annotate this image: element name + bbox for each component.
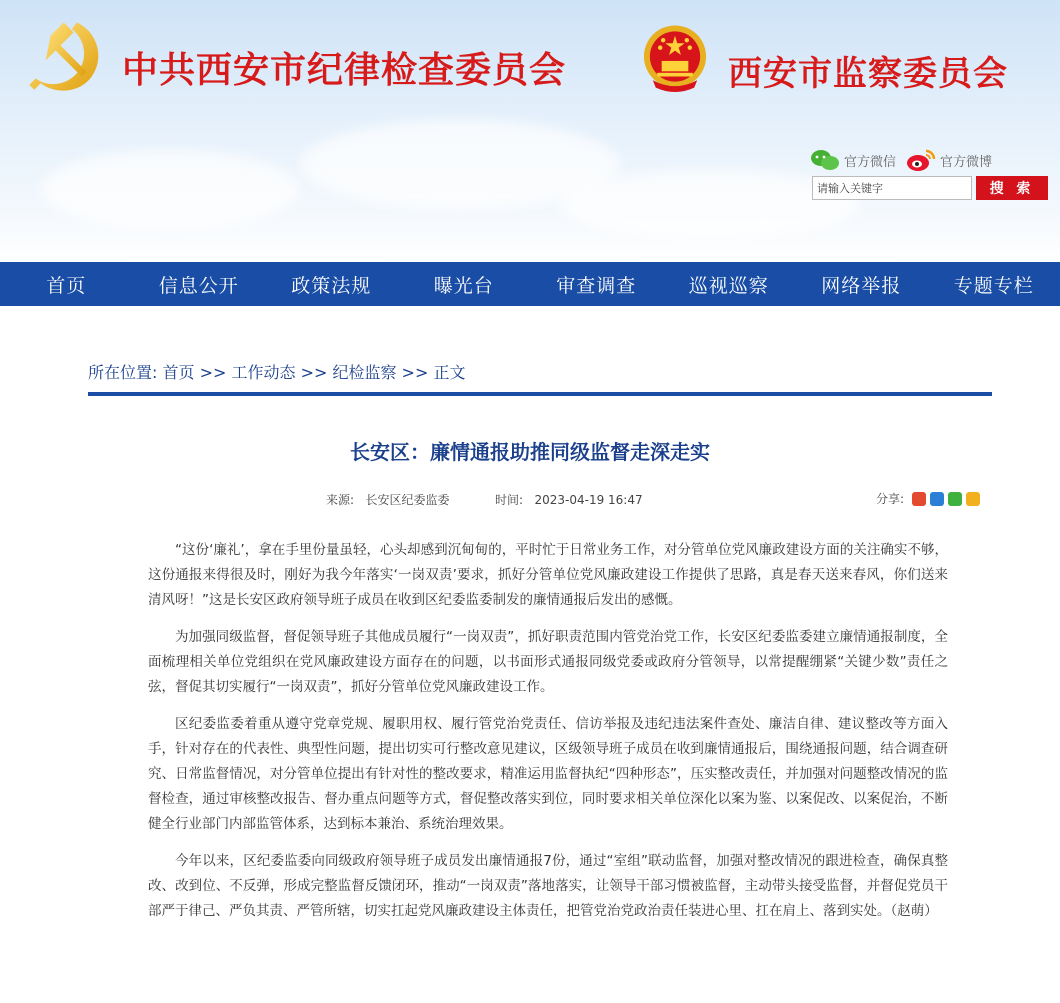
nav-item-policies[interactable]: 政策法规 [291, 274, 372, 297]
article-title: 长安区：廉情通报助推同级监督走深走实 [350, 440, 710, 464]
main-nav [0, 262, 1060, 306]
site-header [0, 0, 1060, 262]
breadcrumb-divider [88, 392, 992, 396]
share-bar [876, 490, 980, 507]
org-title-right: 西安市监察委员会 [728, 54, 1008, 94]
org-title-left: 中共西安市纪律检查委员会 [122, 50, 567, 91]
share-wechat-icon[interactable] [948, 492, 962, 506]
article-source: 来源: 长安区纪委监委 [326, 493, 450, 507]
party-emblem-icon [26, 16, 108, 98]
nav-item-home[interactable]: 首页 [46, 274, 87, 297]
article-body [148, 538, 948, 936]
nav-item-investigation[interactable]: 审查调查 [556, 274, 637, 297]
article-paragraph: 区纪委监委着重从遵守党章党规、履职用权、履行管党治党责任、信访举报及违纪违法案件查处、廉洁自律、建议整改等方面入手，针对存在的代表性、典型性问题，提出切实可行整改意见建议，区级领导班子成员在收到廉情通报后，围绕通报问题，结合调查研究、日常监督情况，对分管单位提出有针对性的整改要求，精准运用监督执纪“四种形态”，压实整改责任，并加强对问题整改情况的监督检查，通过审核整改报告、督办重点问题等方式，督促整改落实到位，同时要求相关单位深化以案为鉴、以案促改、以案促治，不断健全行业部门内部监管体系，达到标本兼治、系统治理效果。 [148, 716, 948, 832]
share-qq-icon[interactable] [930, 492, 944, 506]
article-paragraph: 为加强同级监督，督促领导班子其他成员履行“一岗双责”，抓好职责范围内管党治党工作，长安区纪委监委建立廉情通报制度，全面梳理相关单位党组织在党风廉政建设方面存在的问题，以书面形式通报同级党委或政府分管领导，以常提醒绷紧“关键少数”责任之弦，督促其切实履行“一岗双责”，抓好分管单位党风廉政建设工作。 [148, 629, 948, 695]
nav-item-info-disclosure[interactable]: 信息公开 [158, 274, 239, 297]
share-qzone-icon[interactable] [966, 492, 980, 506]
search-button[interactable]: 搜 索 [976, 176, 1048, 200]
cloud-decoration [40, 150, 300, 230]
article-paragraph: 今年以来，区纪委监委向同级政府领导班子成员发出廉情通报7份，通过“室组”联动监督，加强对整改情况的跟进检查，确保真整改、改到位、不反弹，形成完整监督反馈闭环，推动“一岗双责”落地落实，让领导干部习惯被监督，主动带头接受监督，并督促党员干部严于律己、严负其责、严管所辖，切实扛起党风廉政建设主体责任，把管党治党政治责任装进心里、扛在肩上、落到实处。（赵萌） [148, 853, 948, 919]
nav-item-inspection[interactable]: 巡视巡察 [688, 274, 769, 297]
weibo-label: 官方微博 [940, 154, 993, 170]
wechat-link[interactable] [810, 148, 896, 172]
share-weibo-icon[interactable] [912, 492, 926, 506]
weibo-icon [906, 148, 936, 172]
wechat-icon [810, 149, 840, 171]
weibo-link[interactable] [906, 148, 992, 172]
wechat-label: 官方微信 [844, 154, 897, 170]
article-time: 时间: 2023-04-19 16:47 [495, 493, 643, 507]
national-emblem-icon [638, 20, 712, 96]
breadcrumb [88, 360, 465, 383]
breadcrumb-path[interactable]: 首页 >> 工作动态 >> 纪检监察 >> 正文 [157, 363, 466, 382]
search-input[interactable] [812, 176, 972, 200]
share-label: 分享: [876, 492, 905, 506]
breadcrumb-label: 所在位置: [88, 363, 158, 382]
nav-item-special-topics[interactable]: 专题专栏 [953, 274, 1034, 297]
nav-item-exposure[interactable]: 曝光台 [433, 274, 494, 297]
article-paragraph: “这份‘廉礼’，拿在手里份量虽轻，心头却感到沉甸甸的，平时忙于日常业务工作，对分管单位党风廉政建设方面的关注确实不够，这份通报来得很及时，刚好为我今年落实‘一岗双责’要求，抓好分管单位党风廉政建设工作提供了思路，真是春天送来春风，你们送来清风呀！”这是长安区政府领导班子成员在收到区纪委监委制发的廉情通报后发出的感慨。 [148, 542, 948, 608]
nav-item-online-report[interactable]: 网络举报 [821, 274, 902, 297]
